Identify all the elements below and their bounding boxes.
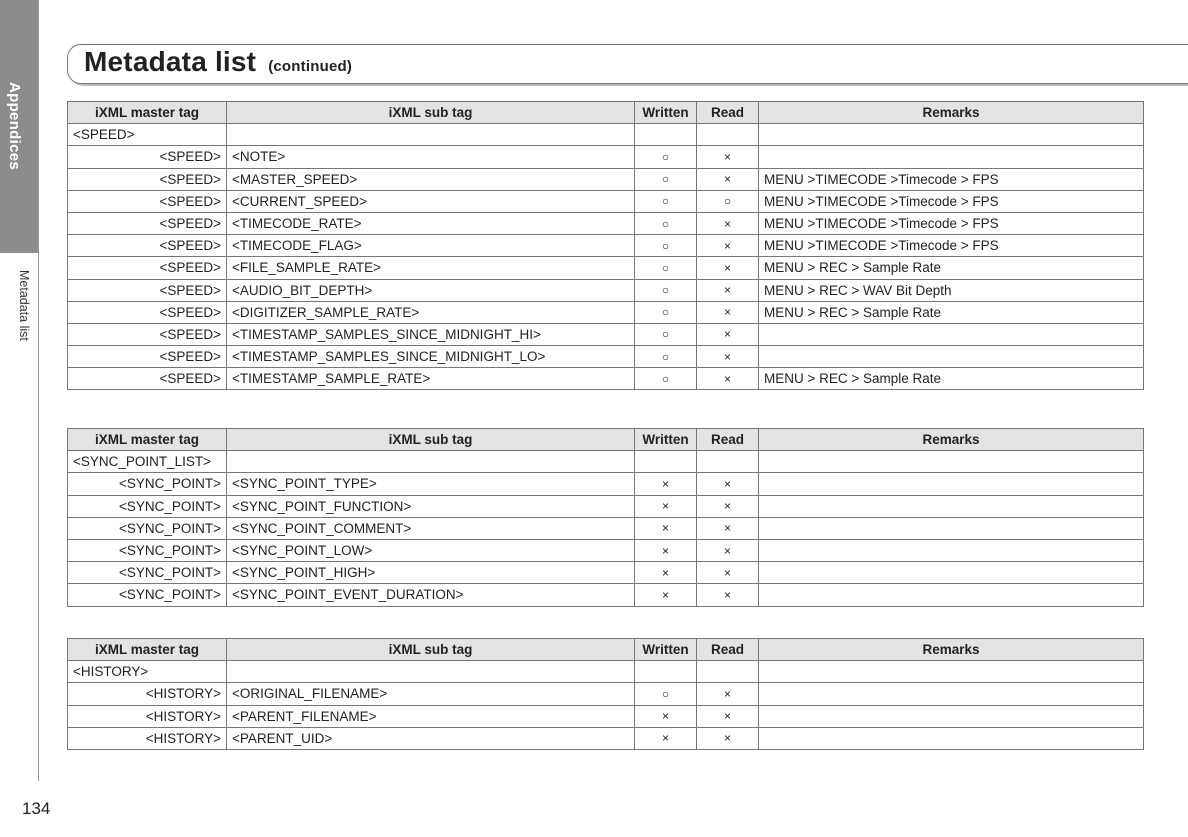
- col-read-cell: ×: [697, 346, 759, 368]
- col-remarks-cell: MENU > REC > Sample Rate: [759, 257, 1144, 279]
- col-sub-tag-cell: <SYNC_POINT_HIGH>: [227, 562, 635, 584]
- header-col-read: Read: [697, 639, 759, 661]
- col-sub-tag-cell: <PARENT_FILENAME>: [227, 705, 635, 727]
- header-col-remarks: Remarks: [759, 639, 1144, 661]
- col-remarks-cell: [759, 683, 1144, 705]
- col-sub-tag-cell: [227, 451, 635, 473]
- col-sub-tag-cell: <MASTER_SPEED>: [227, 168, 635, 190]
- page-number: 134: [22, 799, 51, 818]
- table-row: [68, 451, 1144, 473]
- col-sub-tag-cell: <FILE_SAMPLE_RATE>: [227, 257, 635, 279]
- col-sub-tag-cell: <SYNC_POINT_LOW>: [227, 539, 635, 561]
- table-header-row: [68, 102, 1144, 124]
- header-col-written: Written: [635, 639, 697, 661]
- header-col-sub-tag: iXML sub tag: [227, 639, 635, 661]
- header-col-written: Written: [635, 429, 697, 451]
- col-read-cell: ×: [697, 495, 759, 517]
- col-written-cell: ×: [635, 562, 697, 584]
- col-sub-tag-cell: <AUDIO_BIT_DEPTH>: [227, 279, 635, 301]
- col-master-tag-cell: <SPEED>: [68, 323, 227, 345]
- col-written-cell: ×: [635, 584, 697, 606]
- col-written-cell: [635, 451, 697, 473]
- metadata-table-speed: [67, 101, 1144, 390]
- col-read-cell: ×: [697, 301, 759, 323]
- table-header-row: [68, 639, 1144, 661]
- page-title-suffix: (continued): [268, 58, 353, 75]
- col-read-cell: ×: [697, 257, 759, 279]
- col-written-cell: ×: [635, 517, 697, 539]
- col-sub-tag-cell: <SYNC_POINT_COMMENT>: [227, 517, 635, 539]
- col-remarks-cell: [759, 124, 1144, 146]
- col-remarks-cell: MENU >TIMECODE >Timecode > FPS: [759, 235, 1144, 257]
- col-read-cell: [697, 451, 759, 473]
- col-sub-tag-cell: <TIMESTAMP_SAMPLE_RATE>: [227, 368, 635, 390]
- col-remarks-cell: [759, 517, 1144, 539]
- col-read-cell: ×: [697, 584, 759, 606]
- col-sub-tag-cell: <TIMESTAMP_SAMPLES_SINCE_MIDNIGHT_LO>: [227, 346, 635, 368]
- col-written-cell: ○: [635, 683, 697, 705]
- col-read-cell: ×: [697, 727, 759, 749]
- col-read-cell: ×: [697, 562, 759, 584]
- col-written-cell: ○: [635, 212, 697, 234]
- section-tab-label: Appendices: [6, 82, 23, 171]
- col-master-tag-cell: <SPEED>: [68, 146, 227, 168]
- col-master-tag-cell: <SPEED>: [68, 301, 227, 323]
- table-row: [68, 562, 1144, 584]
- table-row: [68, 517, 1144, 539]
- subsection-label: Metadata list: [17, 270, 31, 341]
- section-tab-label-wrap: [0, 0, 38, 253]
- col-written-cell: ×: [635, 727, 697, 749]
- col-sub-tag-cell: [227, 661, 635, 683]
- header-col-master-tag: iXML master tag: [68, 102, 227, 124]
- metadata-table-history: [67, 638, 1144, 750]
- table-row: [68, 584, 1144, 606]
- col-remarks-cell: MENU >TIMECODE >Timecode > FPS: [759, 190, 1144, 212]
- col-master-tag-cell: <SYNC_POINT>: [68, 539, 227, 561]
- col-sub-tag-cell: <CURRENT_SPEED>: [227, 190, 635, 212]
- table-row: [68, 168, 1144, 190]
- col-remarks-cell: [759, 323, 1144, 345]
- col-master-tag-cell: <SYNC_POINT_LIST>: [68, 451, 227, 473]
- table-row: [68, 473, 1144, 495]
- col-master-tag-cell: <SPEED>: [68, 368, 227, 390]
- col-remarks-cell: [759, 705, 1144, 727]
- col-written-cell: ×: [635, 539, 697, 561]
- table-row: [68, 235, 1144, 257]
- col-read-cell: ×: [697, 212, 759, 234]
- header-col-sub-tag: iXML sub tag: [227, 102, 635, 124]
- col-read-cell: ×: [697, 705, 759, 727]
- col-master-tag-cell: <HISTORY>: [68, 661, 227, 683]
- col-written-cell: ×: [635, 473, 697, 495]
- col-master-tag-cell: <HISTORY>: [68, 683, 227, 705]
- col-master-tag-cell: <SYNC_POINT>: [68, 517, 227, 539]
- col-remarks-cell: [759, 562, 1144, 584]
- col-read-cell: ×: [697, 473, 759, 495]
- col-remarks-cell: [759, 539, 1144, 561]
- col-written-cell: ○: [635, 190, 697, 212]
- header-col-remarks: Remarks: [759, 102, 1144, 124]
- col-master-tag-cell: <HISTORY>: [68, 705, 227, 727]
- col-master-tag-cell: <SPEED>: [68, 124, 227, 146]
- col-remarks-cell: [759, 584, 1144, 606]
- col-read-cell: ×: [697, 146, 759, 168]
- col-sub-tag-cell: <TIMESTAMP_SAMPLES_SINCE_MIDNIGHT_HI>: [227, 323, 635, 345]
- col-remarks-cell: [759, 473, 1144, 495]
- col-sub-tag-cell: <TIMECODE_RATE>: [227, 212, 635, 234]
- sidebar-divider: [38, 0, 39, 781]
- col-sub-tag-cell: <SYNC_POINT_FUNCTION>: [227, 495, 635, 517]
- table-row: [68, 323, 1144, 345]
- col-remarks-cell: MENU >TIMECODE >Timecode > FPS: [759, 212, 1144, 234]
- col-remarks-cell: [759, 495, 1144, 517]
- table-row: [68, 346, 1144, 368]
- col-sub-tag-cell: <DIGITIZER_SAMPLE_RATE>: [227, 301, 635, 323]
- header-col-read: Read: [697, 102, 759, 124]
- col-written-cell: ○: [635, 368, 697, 390]
- col-written-cell: ○: [635, 257, 697, 279]
- table-row: [68, 495, 1144, 517]
- col-read-cell: [697, 661, 759, 683]
- col-written-cell: ○: [635, 146, 697, 168]
- col-remarks-cell: MENU > REC > WAV Bit Depth: [759, 279, 1144, 301]
- table-row: [68, 705, 1144, 727]
- col-remarks-cell: [759, 661, 1144, 683]
- table-row: [68, 539, 1144, 561]
- col-read-cell: ×: [697, 235, 759, 257]
- col-remarks-cell: [759, 146, 1144, 168]
- page-title-main: Metadata list: [84, 46, 257, 77]
- col-remarks-cell: MENU > REC > Sample Rate: [759, 368, 1144, 390]
- table-row: [68, 661, 1144, 683]
- col-master-tag-cell: <SPEED>: [68, 257, 227, 279]
- col-master-tag-cell: <SPEED>: [68, 235, 227, 257]
- col-written-cell: ×: [635, 705, 697, 727]
- header-col-master-tag: iXML master tag: [68, 639, 227, 661]
- col-sub-tag-cell: <TIMECODE_FLAG>: [227, 235, 635, 257]
- col-read-cell: ×: [697, 683, 759, 705]
- table-row: [68, 301, 1144, 323]
- col-master-tag-cell: <SYNC_POINT>: [68, 584, 227, 606]
- col-written-cell: ×: [635, 495, 697, 517]
- col-remarks-cell: [759, 346, 1144, 368]
- metadata-table-sync-point: [67, 428, 1144, 607]
- table-row: [68, 683, 1144, 705]
- col-read-cell: ×: [697, 279, 759, 301]
- header-col-remarks: Remarks: [759, 429, 1144, 451]
- col-sub-tag-cell: [227, 124, 635, 146]
- col-written-cell: ○: [635, 323, 697, 345]
- col-master-tag-cell: <SPEED>: [68, 346, 227, 368]
- col-master-tag-cell: <SYNC_POINT>: [68, 562, 227, 584]
- col-read-cell: ×: [697, 323, 759, 345]
- table-row: [68, 190, 1144, 212]
- col-sub-tag-cell: <SYNC_POINT_EVENT_DURATION>: [227, 584, 635, 606]
- header-col-sub-tag: iXML sub tag: [227, 429, 635, 451]
- col-remarks-cell: MENU >TIMECODE >Timecode > FPS: [759, 168, 1144, 190]
- col-written-cell: ○: [635, 279, 697, 301]
- table-row: [68, 146, 1144, 168]
- col-remarks-cell: MENU > REC > Sample Rate: [759, 301, 1144, 323]
- page-title: [84, 46, 352, 78]
- col-master-tag-cell: <SPEED>: [68, 168, 227, 190]
- col-written-cell: ○: [635, 168, 697, 190]
- col-remarks-cell: [759, 727, 1144, 749]
- table-row: [68, 257, 1144, 279]
- col-master-tag-cell: <SPEED>: [68, 212, 227, 234]
- col-read-cell: ×: [697, 517, 759, 539]
- col-written-cell: [635, 124, 697, 146]
- col-sub-tag-cell: <PARENT_UID>: [227, 727, 635, 749]
- col-remarks-cell: [759, 451, 1144, 473]
- col-master-tag-cell: <SPEED>: [68, 279, 227, 301]
- table-row: [68, 279, 1144, 301]
- table-row: [68, 212, 1144, 234]
- col-sub-tag-cell: <NOTE>: [227, 146, 635, 168]
- table-row: [68, 727, 1144, 749]
- header-col-written: Written: [635, 102, 697, 124]
- col-written-cell: ○: [635, 301, 697, 323]
- col-read-cell: ×: [697, 368, 759, 390]
- col-written-cell: ○: [635, 346, 697, 368]
- col-written-cell: ○: [635, 235, 697, 257]
- header-col-read: Read: [697, 429, 759, 451]
- table-row: [68, 368, 1144, 390]
- col-sub-tag-cell: <ORIGINAL_FILENAME>: [227, 683, 635, 705]
- col-read-cell: ×: [697, 168, 759, 190]
- table-header-row: [68, 429, 1144, 451]
- col-written-cell: [635, 661, 697, 683]
- header-col-master-tag: iXML master tag: [68, 429, 227, 451]
- col-read-cell: ○: [697, 190, 759, 212]
- col-master-tag-cell: <SYNC_POINT>: [68, 473, 227, 495]
- col-read-cell: ×: [697, 539, 759, 561]
- col-read-cell: [697, 124, 759, 146]
- table-row: [68, 124, 1144, 146]
- col-master-tag-cell: <SYNC_POINT>: [68, 495, 227, 517]
- col-master-tag-cell: <SPEED>: [68, 190, 227, 212]
- col-sub-tag-cell: <SYNC_POINT_TYPE>: [227, 473, 635, 495]
- subsection-tab: [0, 253, 38, 373]
- col-master-tag-cell: <HISTORY>: [68, 727, 227, 749]
